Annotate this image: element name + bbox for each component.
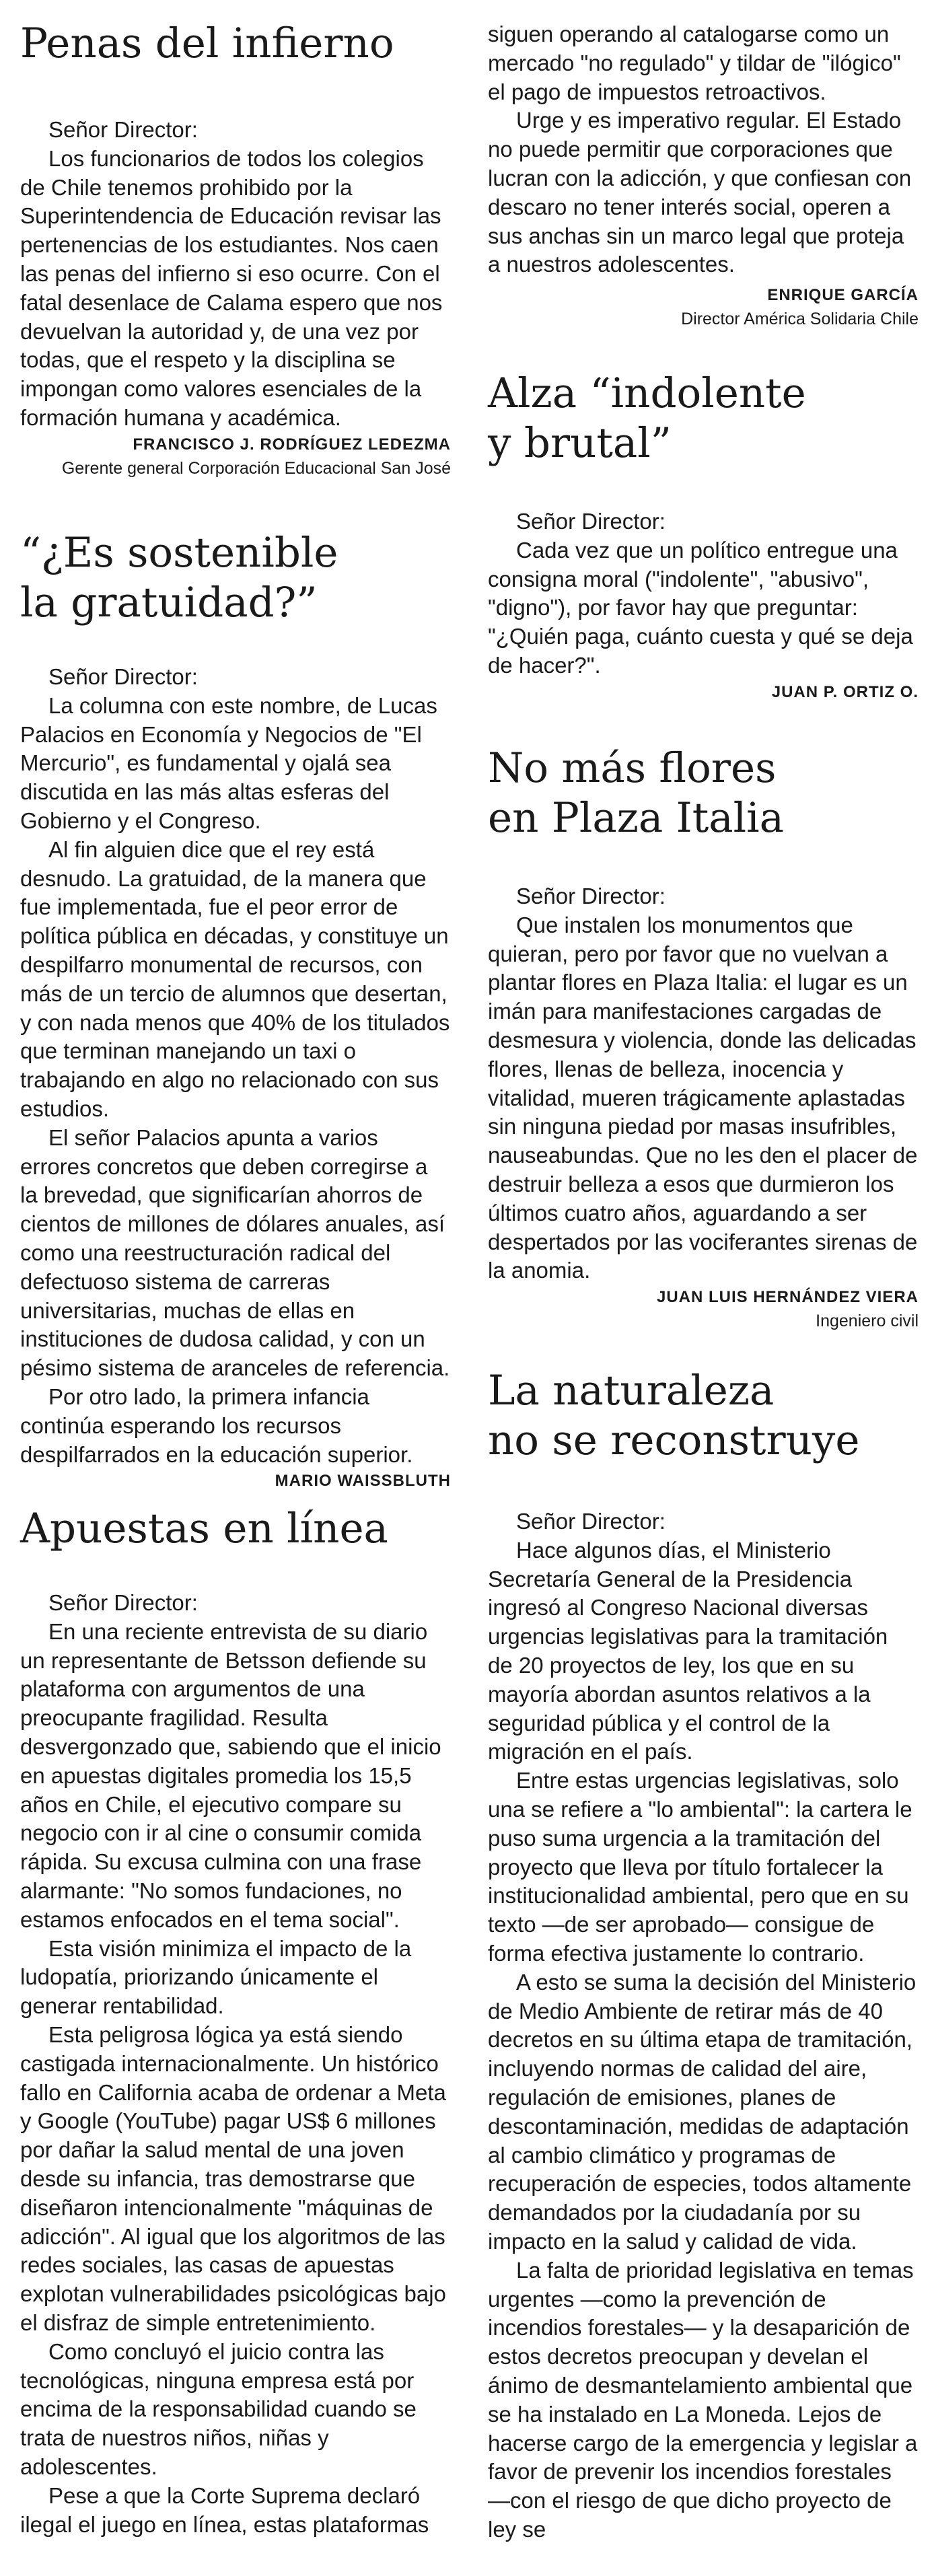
title-line: “¿Es sostenible [20, 529, 338, 577]
paragraph: Entre estas urgencias legislativas, solo una se refiere a "lo ambiental": la cartera le puso suma urgencia a la tramitación del proyecto que lleva por título fortalecer la institucionalidad ambiental, pero que en su texto —de ser aprobado— consigue de forma efectiva justamente lo contrario. [488, 1768, 912, 1966]
title-line: La naturaleza [488, 1367, 775, 1415]
letter-title [20, 528, 451, 628]
letter-body [488, 882, 919, 1285]
paragraph: Pese a que la Corte Suprema declaró ilegal el juego en línea, estas plataformas [20, 2482, 429, 2537]
letter-title: Penas del infierno [20, 20, 394, 67]
paragraph: Que instalen los monumentos que quieran, pero por favor que no vuelvan a plantar flores en Plaza Italia: el lugar es un imán para manifestaciones cargadas de desmesura y violencia, donde las delicadas flores, llenas de belleza, inocencia y vitalidad, mueren trágicamente aplastadas sin ninguna piedad por masas insufribles, nauseabundas. Que no les den el placer de destruir belleza a esos que durmieron los últimos cuatro años, aguardando a ser despertados por las vociferantes sirenas de la anomia. [488, 912, 918, 1283]
salutation: Señor Director: [48, 1590, 198, 1615]
letter-alza-indolente [488, 369, 919, 705]
author-name: MARIO WAISSBLUTH [275, 1472, 451, 1491]
salutation: Señor Director: [48, 664, 198, 689]
paragraph: El señor Palacios apunta a varios errores concretos que deben corregirse a la brevedad, que significarían ahorros de cientos de millones de dólares anuales, así como una reestructuración radical del defectuoso sistema de carreras universitarias, muchas de ellas en instituciones de dudosa calidad, y con un pésimo sistema de aranceles de referencia. [20, 1124, 450, 1381]
letter-body [488, 1507, 919, 2544]
salutation: Señor Director: [516, 884, 666, 908]
paragraph: Al fin alguien dice que el rey está desnudo. La gratuidad, de la manera que fue implementada, fue el peor error de política pública en décadas, y constituye un despilfarro monumental de recursos, con más de un tercio de alumnos que desertan, y con nada menos que 40% de los titulados que terminan manejando un taxi o trabajando en algo no relacionado con sus estudios. [20, 836, 450, 1121]
paragraph: Como concluyó el juicio contra las tecnológicas, ninguna empresa está por encima de la responsabilidad cuando se trata de nuestros niños, niñas y adolescentes. [20, 2338, 417, 2479]
paragraph: La falta de prioridad legislativa en temas urgentes —como la prevención de incendios forestales— y la desaparición de estos decretos preocupan y develan el ánimo de desmantelamiento ambiental que se ha instalado en La Moneda. Lejos de hacerse cargo de la emergencia y legislar a favor de prevenir los incendios forestales —con el riesgo de que dicho proyecto de ley se [488, 2257, 918, 2542]
author-name: JUAN P. ORTIZ O. [771, 682, 919, 701]
letter-body [20, 663, 451, 1469]
paragraph: La columna con este nombre, de Lucas Palacios en Economía y Negocios de "El Mercurio", es fundamental y ojalá sea discutida en las más altas esferas del Gobierno y el Congreso. [20, 692, 437, 833]
paragraph: Urge y es imperativo regular. El Estado no puede permitir que corporaciones que lucran con la adicción, y que confiesan con descaro no tener interés social, operen a sus anchas sin un marco legal que proteja a nuestros adolescentes. [488, 108, 912, 277]
paragraph: Esta visión minimiza el impacto de la ludopatía, priorizando únicamente el generar rentabilidad. [20, 1935, 412, 2019]
author-name: JUAN LUIS HERNÁNDEZ VIERA [656, 1288, 919, 1307]
letter-no-mas-flores [488, 744, 919, 1332]
title-line: No más flores [488, 744, 777, 792]
letter-title [488, 744, 919, 843]
paragraph: Hace algunos días, el Ministerio Secretaría General de la Presidencia ingresó al Congreso Nacional diversas urgencias legislativas para la tramitación de 20 proyectos de ley, los que en su mayoría abordan asuntos relativos a la seguridad pública y el control de la migración en el país. [488, 1537, 888, 1764]
letter-body [488, 20, 919, 279]
letter-sostenible-gratuidad [20, 528, 451, 1493]
salutation: Señor Director: [48, 117, 198, 142]
letter-title: Apuestas en línea [20, 1505, 388, 1552]
title-line: Alza “indolente [488, 369, 806, 417]
title-line: y brutal” [488, 419, 672, 467]
letter-title [488, 1366, 919, 1466]
letter-apuestas-en-linea [20, 1504, 451, 2539]
author-role: Director América Solidaria Chile [681, 310, 919, 329]
paragraph: A esto se suma la decisión del Ministerio de Medio Ambiente de retirar más de 40 decretos en su última etapa de tramitación, incluyendo normas de calidad del aire, regulación de emisiones, planes de descontaminación, medidas de adaptación al cambio climático y programas de recuperación de especies, todos altamente demandados por la ciudadanía por su impacto en la salud y calidad de vida. [488, 1969, 917, 2254]
author-name: FRANCISCO J. RODRÍGUEZ LEDEZMA [133, 435, 451, 454]
salutation: Señor Director: [516, 509, 666, 534]
author-name: ENRIQUE GARCÍA [767, 286, 919, 305]
paragraph: Por otro lado, la primera infancia continúa esperando los recursos despilfarrados en la educación superior. [20, 1384, 413, 1467]
letter-apuestas-continuation [488, 20, 919, 330]
letter-body [20, 116, 451, 433]
paragraph: Cada vez que un político entregue una consigna moral ("indolente", "abusivo", "digno"), por favor hay que preguntar: "¿Quién paga, cuánto cuesta y qué se deja de hacer?". [488, 537, 913, 678]
letter-penas-del-infierno [20, 19, 451, 480]
author-role: Ingeniero civil [816, 1312, 919, 1331]
title-line: no se reconstruye [488, 1417, 860, 1464]
paragraph-continued: siguen operando al catalogarse como un mercado "no regulado" y tildar de "ilógico" el pago de impuestos retroactivos. [488, 22, 901, 104]
letter-body [20, 1589, 451, 2539]
salutation: Señor Director: [516, 1509, 666, 1534]
paragraph: Los funcionarios de todos los colegios de Chile tenemos prohibido por la Superintendencia de Educación revisar las pertenencias de los estudiantes. Nos caen las penas del infierno si eso ocurre. Con el fatal desenlace de Calama espero que nos devuelvan la autoridad y, de una vez por todas, que el respeto y la disciplina se impongan como valores esenciales de la formación humana y académica. [20, 145, 443, 430]
letter-naturaleza-no-se-reconstruye [488, 1366, 919, 2544]
paragraph: En una reciente entrevista de su diario un representante de Betsson defiende su plataforma con argumentos de una preocupante fragilidad. Resulta desvergonzado que, sabiendo que el inicio en apuestas digitales promedia los 15,5 años en Chile, el ejecutivo compare su negocio con ir al cine o consumir comida rápida. Su excusa culmina con una frase alarmante: "No somos fundaciones, no estamos enfocados en el tema social". [20, 1618, 441, 1932]
title-line: la gratuidad?” [20, 579, 318, 627]
title-line: en Plaza Italia [488, 794, 784, 842]
paragraph: Esta peligrosa lógica ya está siendo castigada internacionalmente. Un histórico fallo en California acaba de ordenar a Meta y Google (YouTube) pagar US$ 6 millones por dañar la salud mental de una joven desde su infancia, tras demostrarse que diseñaron intencionalmente "máquinas de adicción". Al igual que los algoritmos de las redes sociales, las casas de apuestas explotan vulnerabilidades psicológicas bajo el disfraz de simple entretenimiento. [20, 2022, 446, 2335]
letter-body [488, 507, 919, 680]
letter-title [488, 369, 919, 468]
author-role: Gerente general Corporación Educacional San José [61, 458, 451, 478]
